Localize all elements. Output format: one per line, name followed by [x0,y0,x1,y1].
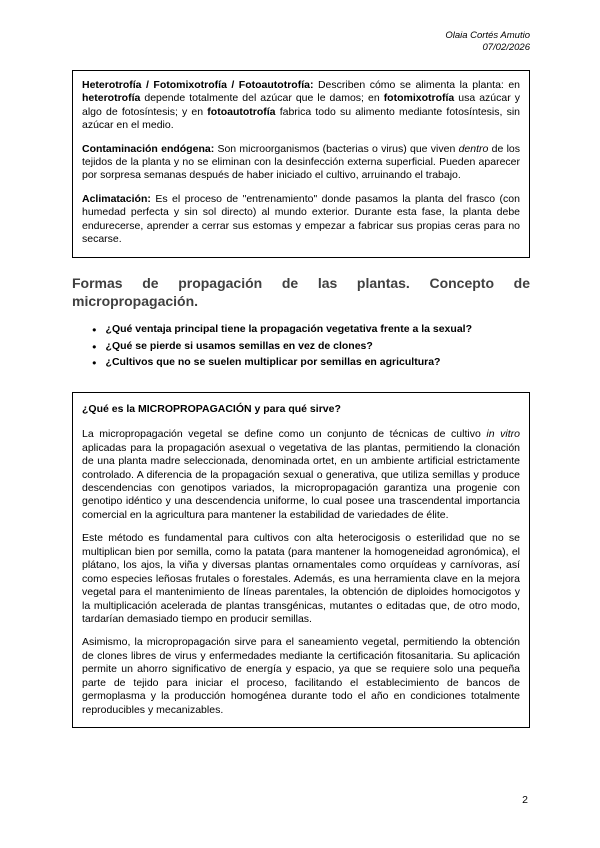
definition-paragraph-contaminacion: Contaminación endógena: Son microorganismos (bacterias o virus) que viven dentro de los tejidos de la planta y no se eliminan con la desinfección externa superficial. Pueden aparecer por sorpresa semanas después de haber iniciado el cultivo, arruinando el trabajo. [82,142,520,182]
definition-paragraph-heterotrofia: Heterotrofía / Fotomixotrofía / Fotoautotrofía: Describen cómo se alimenta la planta: en heterotrofía depende totalmente del azúcar que le damos; en fotomixotrofía usa azúcar y algo de fotosíntesis; y en fotoautotrofía fabrica todo su alimento mediante fotosíntesis, sin azúcar en el medio. [82,78,521,132]
header-date: 07/02/2026 [482,41,530,53]
question-text: ¿Qué se pierde si usamos semillas en vez de clones? [105,339,373,352]
definition-paragraph-aclimatacion: Aclimatación: Es el proceso de "entrenamiento" donde pasamos la planta del frasco (con humedad perfecta y sin sol directo) al mundo exterior. Durante esta fase, la planta debe endurecerse, aprender a cerrar sus estomas y empezar a fabricar sus propias ceras para no secarse. [82,192,520,246]
section-heading: Formas de propagación de las plantas. Concepto de micropropagación. [72,274,530,309]
bullet-icon: ● [92,324,97,334]
micropropagation-paragraph-uses: Este método es fundamental para cultivos con alta heterocigosis o esterilidad que no se multiplican bien por semilla, como la patata (para mantener la homogeneidad agronómica), el plátano, los ajos, la viña y diversas plantas ornamentales como orquídeas y carnívoras, así como especies leñosas frutales o forestales. Además, es una herramienta clave en la mejora vegetal para el mantenimiento de líneas parentales, la obtención de diploides homocigotos y la multiplicación acelerada de plantas transgénicas, mutantes o editadas que, de otro modo, tardarían demasiado tiempo en producir semillas. [82,532,520,625]
question-text: ¿Qué ventaja principal tiene la propagación vegetativa frente a la sexual? [105,322,472,335]
definitions-box [72,70,530,258]
list-item [92,323,530,337]
box-title: ¿Qué es la MICROPROPAGACIÓN y para qué sirve? [82,402,341,415]
bullet-icon: ● [92,358,97,368]
bullet-icon: ● [92,341,97,351]
micropropagation-paragraph-definition: La micropropagación vegetal se define como un conjunto de técnicas de cultivo in vitro aplicadas para la propagación asexual o vegetativa de las plantas, permitiendo la clonación de una planta madre seleccionada, denominada ortet, en un ambiente artificial estrictamente controlado. A diferencia de la propagación sexual o generativa, que utiliza semillas y produce descendencias con genotipos variados, la micropropagación garantiza una progenie con genotipo idéntico y una descendencia uniforme, lo cual posee una trascendental importancia comercial en la agricultura para mantener la estabilidad de variedades de élite. [82,428,520,521]
micropropagation-paragraph-sanitation: Asimismo, la micropropagación sirve para el saneamiento vegetal, permitiendo la obtención de clones libres de virus y enfermedades mediante la certificación fitosanitaria. Su aplicación permite un ahorro significativo de energía y espacio, ya que se requiere solo una pequeña parte de tejido para iniciar el proceso, facilitando el establecimiento de bancos de germoplasma y la producción homogénea durante todo el año en condiciones totalmente reproducibles y mecanizables. [82,636,520,716]
page-number: 2 [522,794,528,806]
list-item [92,356,530,370]
micropropagation-box [72,392,530,728]
list-item [92,340,530,354]
question-text: ¿Cultivos que no se suelen multiplicar por semillas en agricultura? [105,356,441,369]
question-list [72,323,530,370]
author-name: Olaia Cortés Amutio [445,30,530,41]
page-header [72,30,530,54]
